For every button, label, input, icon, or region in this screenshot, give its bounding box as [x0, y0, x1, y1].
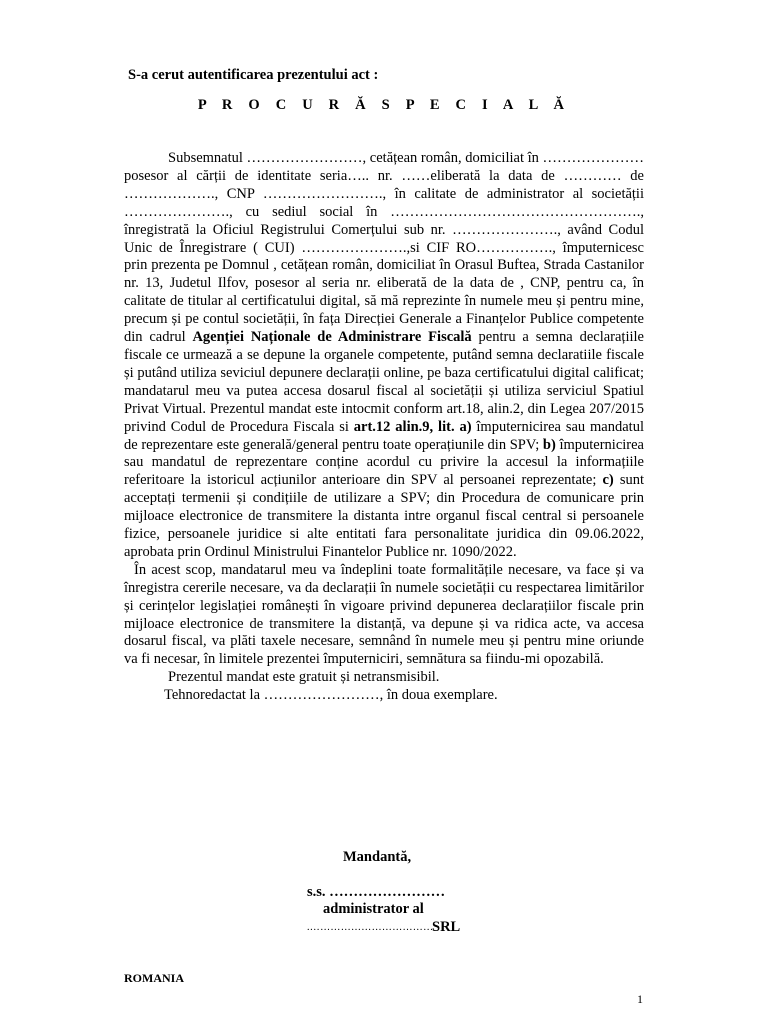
main-paragraph: [124, 150, 644, 562]
document-body: [124, 150, 644, 705]
scope-paragraph: În acest scop, mandatarul meu va îndeplini toate formalitățile necesare, va face și va înregistra cererile necesare, va da declarații în numele societății cu respectarea limitărilor și cerințelor legislației românești în vigoare privind depunerea declarațiilor fiscale prin mijloace electronice de transmitere la distanță, va depune și va ridica acte, va accesa dosarul fiscal, va plăti taxele necesare, semnând în numele meu și pentru mine oriunde va fi necesar, în limitele prezentei împuterniciri, semnătura sa fiindu-mi opozabilă.: [124, 561, 644, 668]
paragraph-text: sunt acceptați termenii și condițiile de utilizare a SPV; din Procedura de comunicare prin mijloace electronice de transmitere la distanta intre organul fiscal central si persoanele fizice, persoanele juridice si alte entitati fara personalitate juridica din 09.06.2022, aprobata prin Ordinul Ministrului Finantelor Publice nr. 1090/2022.: [124, 472, 645, 560]
page-number: 1: [637, 992, 643, 1006]
ss-label: s.s. ……………………: [307, 884, 446, 900]
gratuitous-paragraph: Prezentul mandat este gratuit și netransmisibil.: [168, 669, 440, 686]
footer-country: ROMANIA: [124, 971, 184, 985]
bold-b-label: b): [542, 436, 556, 453]
bold-c-label: c): [602, 472, 614, 489]
paragraph-text: pentru a semna declarațiile fiscale ce urmează a se depune la organele competente, putând semna declaratiile fiscale și putând utiliza seviciul depunere declarații online, pe baza certificatului digital calificat; mandatarul meu va putea accesa dosarul fiscal al societății și utiliza serviciul Spatiul Privat Virtual. Prezentul mandat este intocmit conform art.18, alin.2, din Legea 207/2015 privind Codul de Procedura Fiscala si: [124, 329, 644, 435]
document-title: P R O C U R Ă S P E C I A L Ă: [197, 97, 571, 113]
paragraph-text: Subsemnatul ……………………, cetățean român, domiciliat în ………………… posesor al cărții de identitate seria….. nr. ……eliberată la data de ………… de ………………., CNP ……………………., în calitate de administrator al societății …………………., cu sediul social în ……………………………………………., înregistrată la Oficiul Registrului Comerțului sub nr. …………………., având Codul Unic de Înregistrare ( CUI) ………………….,si CIF RO……………., împuternicesc prin prezenta pe Domnul , cetățean român, domiciliat în Orasul Buftea, Strada Castanilor nr. 13, Judetul Ilfov, posesor al seria nr. eliberată de la data de , CNP, pentru ca, în calitate de titular al certificatului digital, să mă reprezinte în numele meu și pentru mine, precum și pe contul societății, în fața Direcției Generale a Finanțelor Publice competente din cadrul: [124, 150, 645, 346]
mandanta-label: Mandantă,: [343, 849, 412, 865]
authentication-header: S-a cerut autentificarea prezentului act :: [128, 67, 379, 83]
administrator-label: administrator al: [323, 901, 424, 917]
bold-article: art.12 alin.9, lit. a): [353, 418, 472, 435]
bold-anaf: Agenției Naționale de Administrare Fiscală: [192, 329, 472, 346]
paragraph-text: împuternicirea sau mandatul de reprezentare conține acordul cu privire la accesul la informațiile referitoare la istoricul acțiunilor anterioare din SPV al persoanei reprezentate;: [124, 436, 644, 489]
drafting-paragraph: Tehnoredactat la ……………………, în doua exemplare.: [164, 687, 498, 704]
paragraph-text: împuternicirea sau mandatul de reprezentare este generală/general pentru toate operațiunile din SPV;: [124, 418, 644, 453]
srl-dots: .………………………………: [307, 922, 434, 933]
srl-label: SRL: [432, 919, 461, 935]
